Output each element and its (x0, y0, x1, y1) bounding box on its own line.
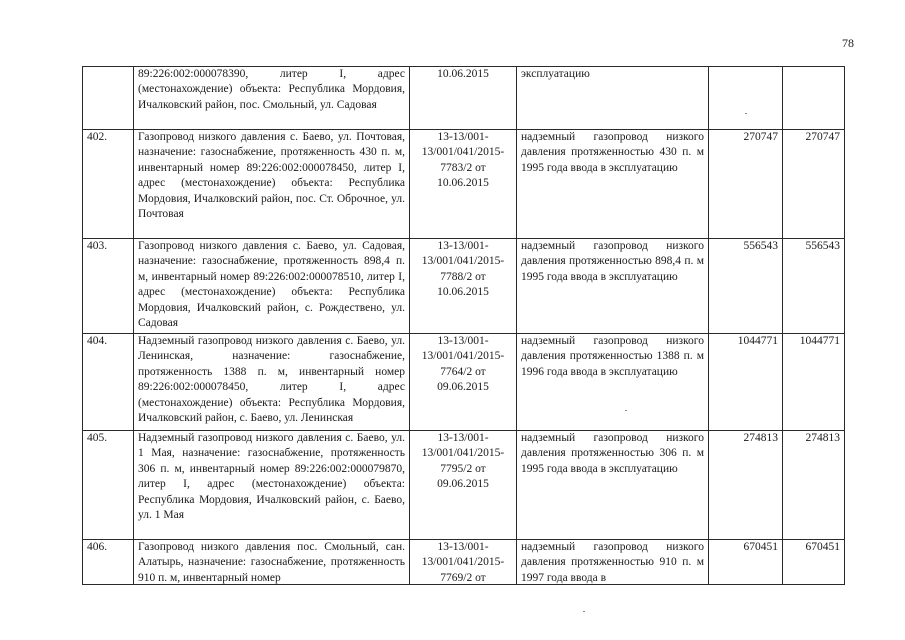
table-row (83, 334, 845, 431)
object-characteristics (517, 540, 709, 585)
registration-record: 13-13/001-13/001/041/2015-7783/2 от 10.06.2015 (410, 130, 517, 239)
registration-record: 10.06.2015 (410, 67, 517, 130)
object-characteristics: надземный газопровод низкого давления протяженностью 1388 п. м 1996 года ввода в эксплуатацию (517, 334, 709, 431)
residual-value: 270747 (783, 130, 845, 239)
object-description: Газопровод низкого давления с. Баево, ул. Садовая, назначение: газоснабжение, протяженность 898,4 п. м, инвентарный номер 89:226:002:000078510, литер I, адрес (местонахождение) объекта: Республика Мордовия, Ичалковский район, с. Рождествено, ул. Садовая (134, 239, 410, 334)
residual-value: 1044771 (783, 334, 845, 431)
scan-speck (583, 611, 585, 612)
object-description (134, 540, 410, 585)
object-characteristics-text: надземный газопровод низкого давления протяженностью 910 п. м 1997 года ввода в (521, 541, 704, 584)
table-row (83, 67, 845, 130)
book-value: 274813 (709, 431, 783, 540)
book-value: 556543 (709, 239, 783, 334)
registration-record: 13-13/001-13/001/041/2015-7795/2 от 09.06.2015 (410, 431, 517, 540)
object-description: Газопровод низкого давления с. Баево, ул. Почтовая, назначение: газоснабжение, протяженность 430 п. м, инвентарный номер 89:226:002:000078450, литер I, адрес (местонахождение) объекта: Республика Мордовия, Ичалковский район, пос. Ст. Оброчное, ул. Почтовая (134, 130, 410, 239)
residual-value (783, 67, 845, 130)
residual-value: 670451 (783, 540, 845, 585)
row-number: 403. (83, 239, 134, 334)
row-number: 402. (83, 130, 134, 239)
row-number: 405. (83, 431, 134, 540)
registration-record: 13-13/001-13/001/041/2015-7788/2 от 10.06.2015 (410, 239, 517, 334)
book-value: 1044771 (709, 334, 783, 431)
object-characteristics: надземный газопровод низкого давления протяженностью 306 п. м 1995 года ввода в эксплуатацию (517, 431, 709, 540)
object-characteristics: эксплуатацию (517, 67, 709, 130)
book-value: 670451 (709, 540, 783, 585)
book-value: 270747 (709, 130, 783, 239)
object-characteristics: надземный газопровод низкого давления протяженностью 430 п. м 1995 года ввода в эксплуатацию (517, 130, 709, 239)
object-characteristics: надземный газопровод низкого давления протяженностью 898,4 п. м 1995 года ввода в эксплуатацию (517, 239, 709, 334)
page-number: 78 (842, 36, 854, 50)
registration-record-text: 13-13/001-13/001/041/2015-7769/2 от (421, 541, 505, 584)
row-number: 406. (83, 540, 134, 585)
table-row (83, 239, 845, 334)
property-registry-table (82, 66, 845, 585)
residual-value: 274813 (783, 431, 845, 540)
object-description-text: Газопровод низкого давления пос. Смольный, сан. Алатырь, назначение: газоснабжение, протяженность 910 п. м, инвентарный номер (138, 541, 405, 584)
table-row (83, 130, 845, 239)
scan-speck (745, 113, 747, 114)
registration-record: 13-13/001-13/001/041/2015-7764/2 от 09.06.2015 (410, 334, 517, 431)
object-description: Надземный газопровод низкого давления с. Баево, ул. 1 Мая, назначение: газоснабжение, протяженность 306 п. м, инвентарный номер 89:226:002:000079870, литер I, адрес (местонахождение) объекта: Республика Мордовия, Ичалковский район, с. Баево, ул. 1 Мая (134, 431, 410, 540)
row-number (83, 67, 134, 130)
object-description: 89:226:002:000078390, литер I, адрес (местонахождение) объекта: Республика Мордовия, Ичалковский район, пос. Смольный, ул. Садовая (134, 67, 410, 130)
scan-speck (625, 410, 627, 411)
book-value (709, 67, 783, 130)
table-row (83, 431, 845, 540)
row-number: 404. (83, 334, 134, 431)
registration-record (410, 540, 517, 585)
object-description: Надземный газопровод низкого давления с. Баево, ул. Ленинская, назначение: газоснабжение, протяженность 1388 п. м, инвентарный номер 89:226:002:000078450, литер I, адрес (местонахождение) объекта: Республика Мордовия, Ичалковский район, с. Баево, ул. Ленинская (134, 334, 410, 431)
residual-value: 556543 (783, 239, 845, 334)
table-row (83, 540, 845, 585)
